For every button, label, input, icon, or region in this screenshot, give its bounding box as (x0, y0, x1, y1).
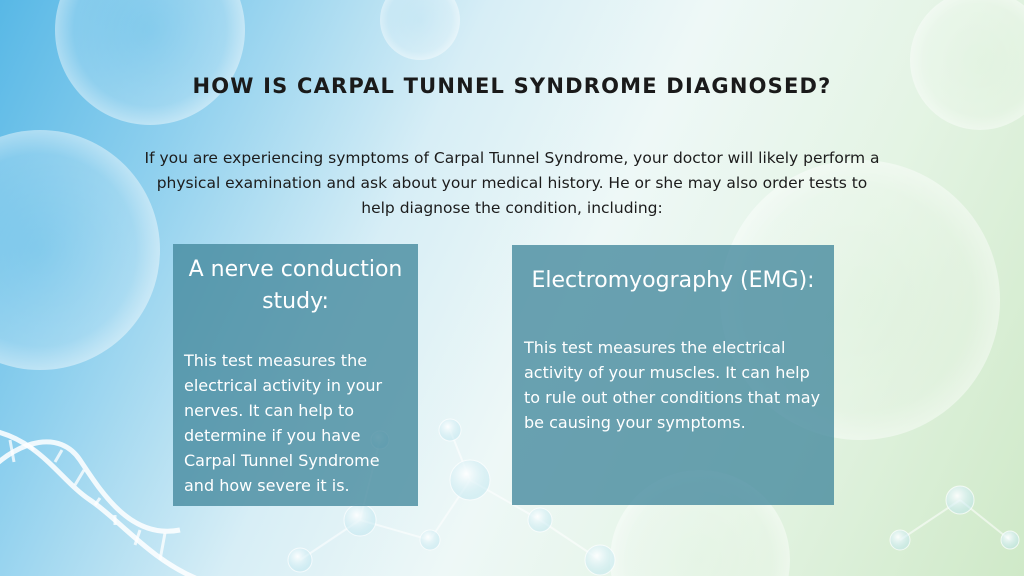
card-title: Electromyography (EMG): (531, 268, 815, 293)
bubble-decoration (55, 0, 245, 125)
bubble-decoration (0, 130, 160, 370)
electromyography-card (512, 245, 834, 505)
card-body: This test measures the electrical activity in your nerves. It can help to determine if you have Carpal Tunnel Syndrome and how severe it is. (184, 351, 383, 495)
bubble-decoration (380, 0, 460, 60)
card-body: This test measures the electrical activity of your muscles. It can help to rule out other conditions that may be causing your symptoms. (524, 338, 821, 432)
intro-paragraph: If you are experiencing symptoms of Carpal Tunnel Syndrome, your doctor will likely perform a physical examination and ask about your medical history. He or she may also order tests to help diagnose the condition, including: (144, 149, 880, 217)
page-title: HOW IS CARPAL TUNNEL SYNDROME DIAGNOSED? (192, 74, 832, 98)
card-title: A nerve conduction study: (188, 257, 403, 314)
dna-helix-decoration (0, 430, 200, 576)
nerve-conduction-card (173, 244, 418, 506)
bubble-decoration (910, 0, 1024, 130)
